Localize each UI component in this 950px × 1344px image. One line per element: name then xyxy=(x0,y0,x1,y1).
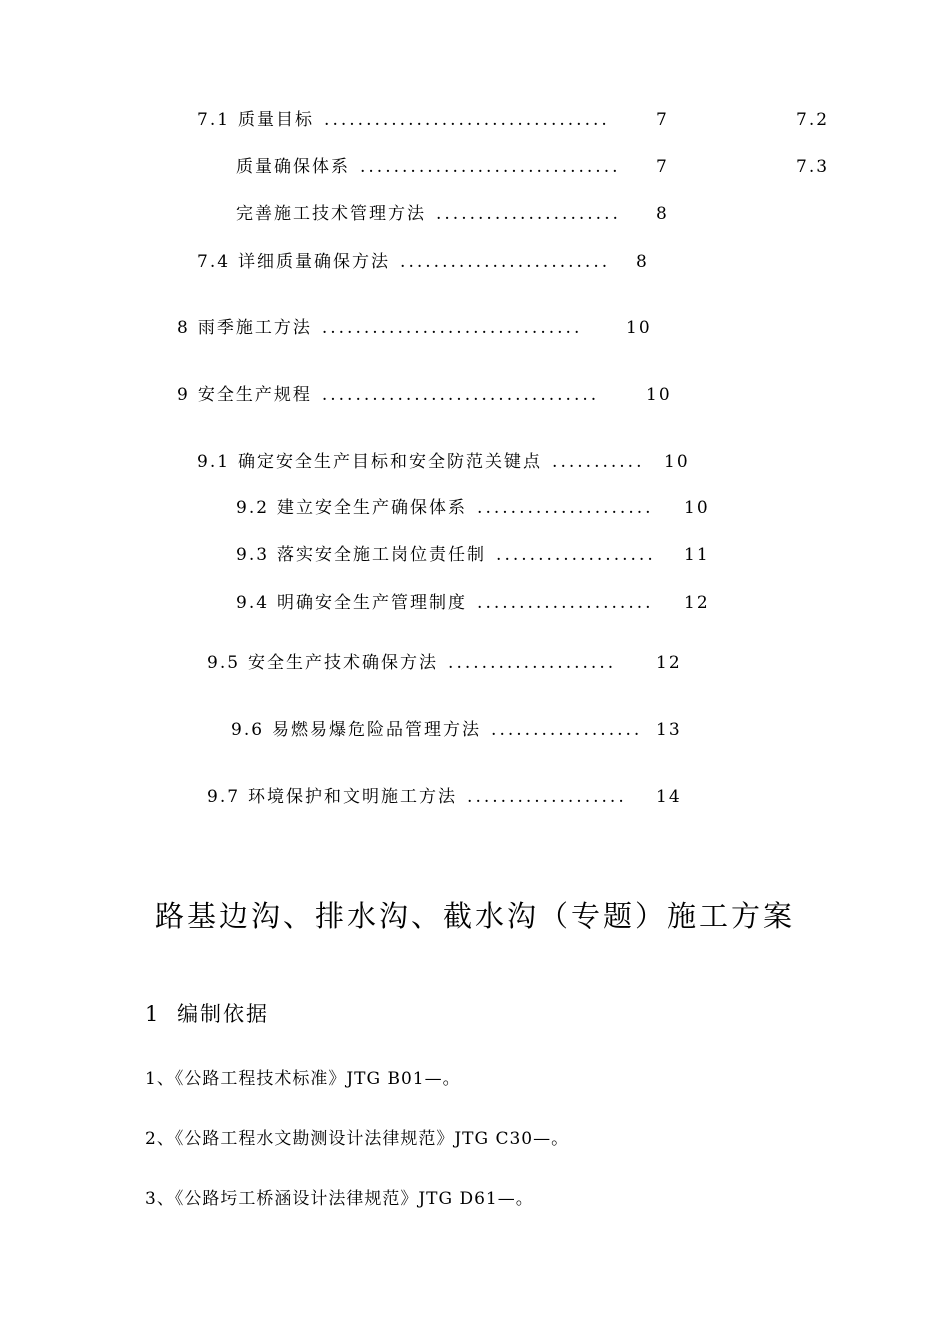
toc-entry-number: 9.3 xyxy=(236,545,270,565)
toc-entry-title: 质量确保体系 xyxy=(236,157,350,177)
toc-entry-page: 14 xyxy=(656,787,682,807)
toc-entry-page: 10 xyxy=(664,452,690,472)
toc-entry-leader: .................................. xyxy=(324,110,610,130)
toc-entry[interactable] xyxy=(197,451,645,473)
toc-entry[interactable] xyxy=(236,497,654,519)
toc-entry-page: 8 xyxy=(656,204,669,224)
toc-entry-page: 10 xyxy=(626,318,652,338)
document-title: 路基边沟、排水沟、截水沟（专题）施工方案 xyxy=(154,899,795,933)
toc-entry-number: 9.2 xyxy=(236,498,270,518)
toc-entry-leader: ...................... xyxy=(436,204,621,224)
toc-entry[interactable] xyxy=(236,156,621,178)
toc-entry-page: 12 xyxy=(684,593,710,613)
toc-entry-leader: .................. xyxy=(491,720,643,740)
toc-entry-page: 11 xyxy=(684,545,710,565)
toc-entry[interactable] xyxy=(236,544,656,566)
toc-entry-title: 安全生产技术确保方法 xyxy=(248,653,439,673)
toc-entry-number: 9.6 xyxy=(231,720,265,740)
toc-entry-title: 易燃易爆危险品管理方法 xyxy=(272,720,482,740)
section-title: 编制依据 xyxy=(177,1002,270,1026)
toc-entry-number: 9.7 xyxy=(207,787,241,807)
toc-entry-title: 环境保护和文明施工方法 xyxy=(248,787,458,807)
toc-entry-leader: ................................. xyxy=(321,385,600,405)
toc-entry-leader: .................... xyxy=(448,653,617,673)
toc-entry-page: 10 xyxy=(646,385,672,405)
toc-entry-title: 明确安全生产管理制度 xyxy=(277,593,468,613)
toc-entry-trailing-number: 7.3 xyxy=(796,157,830,177)
toc-entry-page: 8 xyxy=(636,252,649,272)
toc-entry[interactable] xyxy=(197,109,610,131)
toc-entry-leader: ................... xyxy=(496,545,656,565)
reference-item: 2、《公路工程水文勘测设计法律规范》JTG C30—。 xyxy=(145,1129,570,1149)
toc-entry-leader: ......................... xyxy=(400,252,611,272)
toc-entry-title: 建立安全生产确保体系 xyxy=(277,498,468,518)
toc-entry-title: 安全生产规程 xyxy=(197,385,312,405)
toc-entry-page: 13 xyxy=(656,720,682,740)
toc-entry[interactable] xyxy=(236,203,621,225)
toc-entry-page: 7 xyxy=(656,110,669,130)
toc-entry-title: 详细质量确保方法 xyxy=(238,252,391,272)
section-heading xyxy=(145,1000,269,1028)
toc-entry-leader: ................... xyxy=(467,787,627,807)
toc-entry-leader: ..................... xyxy=(477,498,654,518)
toc-entry-title: 确定安全生产目标和安全防范关键点 xyxy=(238,452,543,472)
toc-entry[interactable] xyxy=(177,384,599,406)
toc-entry-leader: ........... xyxy=(552,452,645,472)
toc-entry[interactable] xyxy=(197,251,610,273)
toc-entry[interactable] xyxy=(207,786,627,808)
toc-entry-leader: ..................... xyxy=(477,593,654,613)
toc-entry[interactable] xyxy=(207,652,616,674)
toc-entry-number: 7.4 xyxy=(197,252,231,272)
toc-entry[interactable] xyxy=(236,592,654,614)
toc-entry-title: 落实安全施工岗位责任制 xyxy=(277,545,487,565)
toc-entry-page: 10 xyxy=(684,498,710,518)
toc-entry-title: 雨季施工方法 xyxy=(197,318,312,338)
toc-entry[interactable] xyxy=(231,719,642,741)
toc-entry-number: 9 xyxy=(177,385,190,405)
toc-entry-trailing-number: 7.2 xyxy=(796,110,830,130)
toc-entry-number: 8 xyxy=(177,318,190,338)
toc-entry-title: 完善施工技术管理方法 xyxy=(236,204,426,224)
toc-entry-page: 7 xyxy=(656,157,669,177)
toc-entry-number: 7.1 xyxy=(197,110,231,130)
reference-item: 1、《公路工程技术标准》JTG B01—。 xyxy=(145,1069,461,1089)
toc-entry-number: 9.5 xyxy=(207,653,241,673)
toc-entry-number: 9.1 xyxy=(197,452,231,472)
toc-entry-title: 质量目标 xyxy=(238,110,315,130)
toc-entry-number: 9.4 xyxy=(236,593,270,613)
toc-entry-leader: ............................... xyxy=(360,157,621,177)
toc-entry-page: 12 xyxy=(656,653,682,673)
toc-entry[interactable] xyxy=(177,317,582,339)
section-number: 1 xyxy=(145,1002,161,1026)
reference-item: 3、《公路圬工桥涵设计法律规范》JTG D61—。 xyxy=(145,1189,534,1209)
toc-entry-leader: ............................... xyxy=(321,318,583,338)
